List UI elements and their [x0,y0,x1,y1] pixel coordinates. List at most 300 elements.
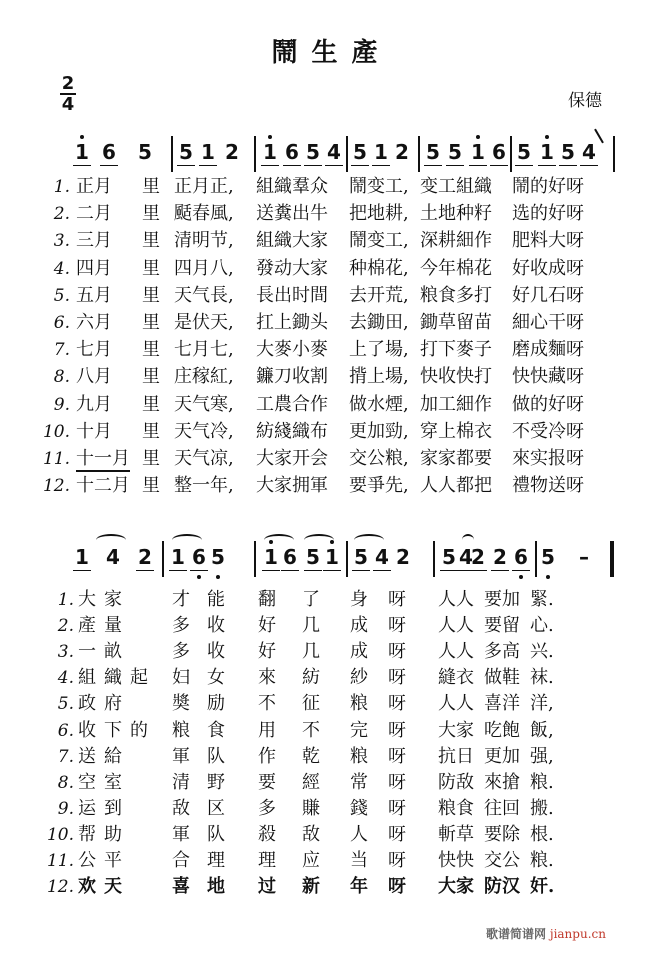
lyric-phrase: 好收成呀 [512,257,584,279]
lyric-syllable: 人人 [438,615,474,637]
bar-line [346,541,348,577]
lyric-phrase: 組織羣众 [256,176,328,197]
lyric-phrase: 里 [142,312,160,333]
lyric-syllable: 紡 [302,667,320,689]
note [353,140,367,164]
verse-number: 8. [53,367,70,388]
lyric-syllable: 不 [258,693,276,715]
underline-beam [490,165,508,166]
note [75,545,89,569]
lyric-syllable: 吃飽 [484,719,520,741]
underline-beam [424,165,442,166]
lyric-syllable: 送 [78,745,96,767]
note [582,140,596,164]
lyric-syllable: 当 [350,850,368,871]
lyric-syllable: 搬. [530,797,554,819]
slur [462,534,474,546]
lyric-phrase: 十二月 [76,475,130,497]
lyric-phrase: 里 [142,284,160,306]
lyric-phrase: 七月七, [174,339,234,361]
lyric-phrase: 來实报呀 [512,448,584,469]
lyric-phrase: 發动大家 [256,257,328,279]
slur [264,534,294,546]
lyric-syllable: 呀 [388,771,406,793]
verse-number: 3. [57,642,74,663]
underline-beam [469,165,487,166]
note [75,140,89,164]
underline-beam [281,570,299,571]
lyric-syllable: 不 [302,719,320,741]
lyric-syllable: 政 [78,693,96,715]
lyric-syllable: 起 [130,667,148,689]
lyric-syllable: 过 [258,876,276,898]
lyric-syllable: 粮 [350,693,368,715]
lyric-syllable: 几 [302,641,320,663]
underline-beam [304,570,322,571]
verse-number: 11. [42,449,70,469]
lyric-phrase: 里 [142,339,160,361]
note [327,140,341,164]
lyric-phrase: 做的好呀 [512,393,584,415]
lyric-phrase: 家家都要 [420,448,492,469]
lyric-syllable: 人人 [438,589,474,610]
lyric-syllable: 敌 [302,823,320,845]
underline-beam [169,570,187,571]
verse-number: 12. [42,476,70,497]
lyric-phrase: 七月 [76,339,112,361]
note [192,545,206,569]
note-digit: 4 [106,545,120,569]
dot-below [519,575,523,579]
lyric-phrase: 禮物送呀 [512,475,584,497]
lyric-syllable: 励 [207,693,225,715]
lyric-phrase: 天气長, [174,284,234,306]
lyric-phrase: 交公粮, [349,448,409,469]
underline-beam [177,165,195,166]
lyric-phrase: 九月 [76,393,112,415]
note-digit: 5 [517,140,531,164]
bar-line [433,541,435,577]
bar-line [171,136,173,172]
note [283,545,297,569]
lyric-syllable: 防敌 [438,771,474,793]
underline-beam [73,165,91,166]
lyric-syllable: 应 [302,850,320,871]
lyric-syllable: 才 [172,589,190,610]
lyric-syllable: 多 [258,797,276,819]
note [171,545,185,569]
lyric-syllable: 常 [350,771,368,793]
lyric-phrase: 快收快打 [420,366,492,388]
lyric-syllable: 区 [207,797,225,819]
lyric-phrase: 扛上鋤头 [256,312,328,333]
lyric-syllable: 來搶 [484,771,520,793]
lyric-syllable: 收 [207,615,225,637]
lyric-phrase: 四月 [76,257,112,279]
lyric-syllable: 队 [207,745,225,767]
note-digit: 2 [138,545,152,569]
lyric-syllable: 緊. [530,589,554,610]
lyric-syllable: 一 [78,641,96,663]
note-digit: – [579,545,589,569]
underline-beam [372,165,390,166]
lyric-syllable: 快快 [438,850,474,871]
note [285,140,299,164]
lyric-syllable: 人人 [438,693,474,715]
dot-below [197,575,201,579]
lyric-phrase: 里 [142,257,160,279]
lyric-syllable: 几 [302,615,320,637]
note [541,545,555,569]
note-digit: 2 [395,140,409,164]
bar-line [162,541,164,577]
lyric-phrase: 揹上場, [349,366,409,388]
lyric-phrase: 天气凉, [174,448,234,469]
underline-beam [351,165,369,166]
note [225,140,239,164]
lyric-syllable: 殺 [258,823,276,845]
note-digit: 1 [471,140,485,164]
lyric-phrase: 里 [142,176,160,197]
verse-number: 5. [53,285,70,306]
note-digit: 2 [225,140,239,164]
note [493,545,507,569]
lyric-phrase: 四月八, [174,257,234,279]
lyric-syllable: 呀 [388,850,406,871]
note [106,545,120,569]
time-signature [60,74,76,114]
note-digit: 5 [541,545,555,569]
lyric-syllable: 要留 [484,615,520,637]
note [354,545,368,569]
dot-above [80,135,84,139]
lyric-syllable: 地 [207,876,225,898]
lyric-syllable: 天 [104,876,122,898]
lyric-syllable: 軍 [172,745,190,767]
bar-line [535,541,537,577]
note-digit: 5 [442,545,456,569]
verse-number: 5. [57,694,74,715]
note-digit: 6 [283,545,297,569]
lyric-syllable: 喜洋 [484,693,520,715]
lyric-syllable: 更加 [484,745,520,767]
note [471,545,485,569]
note [426,140,440,164]
lyric-syllable: 呀 [388,667,406,689]
time-signature-top: 2 [61,73,75,94]
lyric-phrase: 人人都把 [420,475,492,497]
lyric-syllable: 理 [207,850,225,871]
note-digit: 1 [171,545,185,569]
song-title: 鬧生產 [271,38,392,68]
lyric-syllable: 帮 [78,823,96,845]
lyric-syllable: 女 [207,667,225,689]
lyric-syllable: 呀 [388,641,406,663]
final-bar-line [610,541,614,577]
verse-number: 2. [57,616,74,637]
verse-number: 11. [46,851,74,871]
lyric-syllable: 公 [78,850,96,871]
lyric-phrase: 三月 [76,230,112,252]
verse-number: 7. [53,340,70,361]
lyric-syllable: 粮 [172,719,190,741]
underline-beam [373,570,391,571]
lyric-phrase: 送糞出牛 [256,203,328,225]
note-digit: 5 [448,140,462,164]
lyric-syllable: 成 [350,641,368,663]
lyric-phrase: 要爭先, [349,475,409,497]
lyric-syllable: 府 [104,693,122,715]
lyric-syllable: 奸. [530,876,555,898]
note-digit: 4 [375,545,389,569]
lyric-phrase: 磨成麵呀 [512,339,584,361]
verse-number: 1. [53,177,70,197]
lyric-syllable: 做鞋 [484,667,520,689]
lyric-phrase: 紡綫織布 [256,420,328,442]
underline-beam [580,165,598,166]
note-digit: 5 [306,140,320,164]
note [263,140,277,164]
lyric-phrase: 好几石呀 [512,284,584,306]
note-digit: 5 [306,545,320,569]
lyric-phrase: 大家拥軍 [256,475,328,497]
note-digit: 4 [582,140,596,164]
underline-beam [512,570,530,571]
lyric-syllable: 了 [302,589,320,610]
verse-number: 6. [57,720,74,741]
note-digit: 5 [561,140,575,164]
note [375,545,389,569]
lyric-syllable: 新 [302,876,320,898]
lyric-syllable: 防汉 [484,876,520,898]
lyric-phrase: 十月 [76,420,112,442]
lyric-syllable: 作 [258,745,276,767]
note-digit: 1 [201,140,215,164]
note-digit: 5 [211,545,225,569]
lyric-phrase: 粮食多打 [420,284,492,306]
note-digit: 1 [75,545,89,569]
note-digit: 1 [75,140,89,164]
lyric-syllable: 队 [207,823,225,845]
lyric-syllable: 敌 [172,797,190,819]
watermark [486,925,606,942]
lyric-phrase: 二月 [76,203,112,225]
note [374,140,388,164]
note-digit: 6 [192,545,206,569]
lyric-phrase: 五月 [76,284,112,306]
underline-beam [440,570,458,571]
lyric-syllable: 野 [207,771,225,793]
lyric-syllable: 大家 [438,876,474,898]
bar-line [254,136,256,172]
note [540,140,554,164]
lyric-phrase: 做水煙, [349,393,409,415]
lyric-phrase: 肥料大呀 [512,230,584,252]
underline-beam [469,570,487,571]
verse-number: 9. [57,798,74,819]
lyric-phrase: 深耕細作 [420,230,492,252]
lyric-phrase: 快快藏呀 [512,366,584,388]
note-digit: 2 [493,545,507,569]
lyric-syllable: 給 [104,745,122,767]
lyric-phrase: 大麥小麥 [256,339,328,361]
note [102,140,116,164]
note-digit: 6 [514,545,528,569]
lyric-syllable: 合 [172,850,190,871]
lyric-phrase: 十一月 [76,448,130,472]
lyric-syllable: 人人 [438,641,474,663]
lyric-phrase: 是伏天, [174,312,234,333]
lyric-syllable: 量 [104,615,122,637]
underline-beam [283,165,301,166]
lyric-syllable: 交公 [484,850,520,871]
lyric-syllable: 呀 [388,797,406,819]
lyric-syllable: 畝 [104,641,122,663]
lyric-phrase: 鬧的好呀 [512,176,584,197]
note [517,140,531,164]
lyric-syllable: 兴. [530,641,554,663]
lyric-syllable: 空 [78,771,96,793]
lyric-phrase: 清明节, [174,230,234,252]
lyric-syllable: 來 [258,667,276,689]
lyric-syllable: 家 [104,589,122,610]
verse-number: 10. [42,421,70,442]
dot-below [216,575,220,579]
lyric-phrase: 更加勁, [349,420,409,442]
lyric-phrase: 天气寒, [174,393,234,415]
verse-number: 4. [53,258,70,279]
lyric-syllable: 室 [104,771,122,793]
verse-number: 12. [46,877,74,898]
lyric-phrase: 八月 [76,366,112,388]
lyric-syllable: 欢 [78,876,96,898]
lyric-syllable: 好 [258,641,276,663]
lyric-syllable: 能 [207,589,225,610]
lyric-phrase: 里 [142,366,160,388]
lyric-syllable: 收 [78,719,96,741]
lyric-syllable: 織 [104,667,122,689]
lyric-syllable: 好 [258,615,276,637]
lyric-syllable: 强, [530,745,554,767]
dot-below [546,575,550,579]
note-digit: 5 [353,140,367,164]
underline-beam [323,570,341,571]
verse-number: 1. [57,590,74,610]
lyric-syllable: 呀 [388,719,406,741]
lyric-syllable: 呀 [388,876,406,898]
underline-beam [100,165,118,166]
lyric-phrase: 上了場, [349,339,409,361]
lyric-phrase: 加工細作 [420,393,492,415]
lyric-phrase: 六月 [76,312,112,333]
lyric-syllable: 袜. [530,667,554,689]
note [561,140,575,164]
dot-above [268,135,272,139]
lyric-syllable: 軍 [172,823,190,845]
lyric-phrase: 大家开会 [256,448,328,469]
time-signature-bottom: 4 [61,94,75,115]
lyric-syllable: 大家 [438,719,474,741]
lyric-syllable: 妇 [172,667,190,689]
lyric-syllable: 年 [350,876,368,898]
lyric-syllable: 呀 [388,693,406,715]
note-digit: 1 [374,140,388,164]
lyric-phrase: 里 [142,475,160,497]
lyric-syllable: 粮. [530,771,554,793]
lyric-phrase: 正月 [76,176,112,197]
lyric-syllable: 多 [172,615,190,637]
watermark-cn: 歌谱简谱网 [486,927,547,941]
bar-line [510,136,512,172]
underline-beam [325,165,343,166]
lyric-syllable: 成 [350,615,368,637]
lyric-phrase: 鋤草留苗 [420,312,492,333]
lyric-syllable: 呀 [388,589,406,610]
lyric-phrase: 鬧变工, [349,176,409,197]
lyric-syllable: 呀 [388,615,406,637]
note [306,545,320,569]
lyric-syllable: 粮食 [438,797,474,819]
lyric-phrase: 去鋤田, [349,312,409,333]
note [442,545,456,569]
note-digit: 1 [540,140,554,164]
note-digit: 5 [426,140,440,164]
lyric-phrase: 長出时間 [256,284,328,306]
note-digit: 5 [138,140,152,164]
underline-beam [559,165,577,166]
note-digit: 5 [179,140,193,164]
lyric-syllable: 縫衣 [438,667,474,689]
lyric-syllable: 斬草 [438,823,474,845]
lyric-phrase: 正月正, [174,176,234,197]
note-digit: 1 [325,545,339,569]
lyric-phrase: 里 [142,420,160,442]
underline-beam [199,165,217,166]
lyric-syllable: 大 [78,589,96,610]
note-digit: 6 [102,140,116,164]
lyric-syllable: 往回 [484,797,520,819]
lyric-syllable: 經 [302,771,320,793]
lyric-syllable: 呀 [388,823,406,845]
verse-number: 8. [57,772,74,793]
lyric-syllable: 征 [302,693,320,715]
lyric-syllable: 身 [350,589,368,610]
note-digit: 4 [459,545,473,569]
lyric-syllable: 要除 [484,823,520,845]
lyric-phrase: 天气冷, [174,420,234,442]
lyric-phrase: 組織大家 [256,230,328,252]
lyric-phrase: 选的好呀 [512,203,584,225]
author: 保德 [568,91,602,111]
note [325,545,339,569]
lyric-syllable: 抗日 [438,745,474,767]
lyric-syllable: 要 [258,771,276,793]
note [492,140,506,164]
lyric-phrase: 去开荒, [349,284,409,306]
bar-line [254,541,256,577]
underline-beam [136,570,154,571]
lyric-syllable: 飯, [530,719,554,741]
verse-number: 6. [53,313,70,333]
lyric-syllable: 的 [130,719,148,741]
note [471,140,485,164]
lyric-phrase: 土地种籽 [420,203,492,225]
lyric-syllable: 喜 [172,876,190,898]
lyric-syllable: 到 [104,797,122,819]
verse-number: 4. [57,668,74,689]
lyric-syllable: 奬 [172,693,190,715]
verse-number: 9. [53,394,70,415]
